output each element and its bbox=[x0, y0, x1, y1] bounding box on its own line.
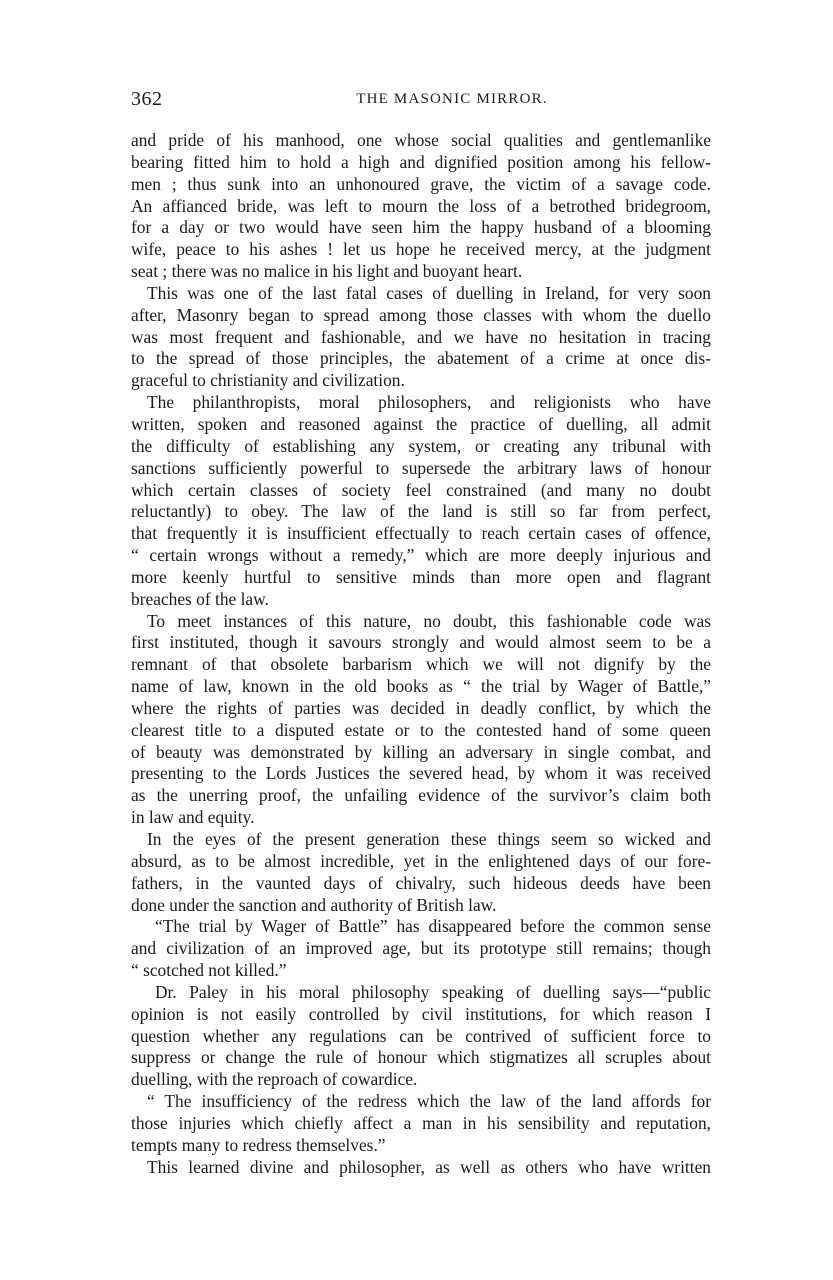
text-line: first instituted, though it savours strongly and would almost seem to be a bbox=[131, 632, 711, 653]
text-line: opinion is not easily controlled by civil institutions, for which reason I bbox=[131, 1003, 711, 1024]
text-line: those injuries which chiefly affect a man in his sensibility and reputation, bbox=[131, 1112, 711, 1133]
text-line: This was one of the last fatal cases of duelling in Ireland, for very soon bbox=[147, 282, 711, 303]
text-line: duelling, with the reproach of cowardice. bbox=[131, 1069, 418, 1090]
text-line: graceful to christianity and civilization. bbox=[131, 370, 405, 391]
text-line: “ The insufficiency of the redress which the law of the land affords for bbox=[147, 1091, 711, 1112]
text-line: fathers, in the vaunted days of chivalry, such hideous deeds have been bbox=[131, 872, 711, 893]
text-line: the difficulty of establishing any system, or creating any tribunal with bbox=[131, 435, 711, 456]
text-line: written, spoken and reasoned against the practice of duelling, all admit bbox=[131, 413, 711, 434]
body-text bbox=[131, 130, 711, 1179]
text-line: suppress or change the rule of honour which stigmatizes all scruples about bbox=[131, 1047, 711, 1068]
text-line: “The trial by Wager of Battle” has disappeared before the common sense bbox=[155, 916, 711, 937]
text-line: In the eyes of the present generation these things seem so wicked and bbox=[147, 829, 711, 849]
running-head bbox=[131, 88, 721, 112]
text-line: presenting to the Lords Justices the severed head, by whom it was received bbox=[131, 763, 711, 784]
text-line: and civilization of an improved age, but its prototype still remains; though bbox=[131, 938, 711, 959]
text-line: absurd, as to be almost incredible, yet in the enlightened days of our fore- bbox=[131, 850, 711, 871]
text-line: breaches of the law. bbox=[131, 588, 269, 609]
text-line: An affianced bride, was left to mourn the loss of a betrothed bridegroom, bbox=[131, 195, 711, 216]
page-number: 362 bbox=[131, 88, 163, 110]
text-line: reluctantly) to obey. The law of the land is still so far from perfect, bbox=[131, 501, 711, 522]
text-line: and pride of his manhood, one whose social qualities and gentlemanlike bbox=[131, 130, 711, 150]
text-line: Dr. Paley in his moral philosophy speaking of duelling says—“public bbox=[155, 981, 711, 1002]
text-line: men ; thus sunk into an unhonoured grave, the victim of a savage code. bbox=[131, 173, 711, 194]
text-line: as the unerring proof, the unfailing evidence of the survivor’s claim both bbox=[131, 785, 711, 806]
text-line: seat ; there was no malice in his light and buoyant heart. bbox=[131, 261, 523, 282]
text-line: name of law, known in the old books as “ the trial by Wager of Battle,” bbox=[131, 676, 711, 697]
text-line: tempts many to redress themselves.” bbox=[131, 1134, 386, 1155]
text-line: that frequently it is insufficient effectually to reach certain cases of offence, bbox=[131, 523, 711, 544]
text-line: after, Masonry began to spread among those classes with whom the duello bbox=[131, 304, 711, 325]
text-line: remnant of that obsolete barbarism which we will not dignify by the bbox=[131, 654, 711, 675]
text-line: “ scotched not killed.” bbox=[131, 960, 287, 981]
text-line: of beauty was demonstrated by killing an adversary in single combat, and bbox=[131, 741, 711, 762]
text-line: The philanthropists, moral philosophers, and religionists who have bbox=[147, 392, 711, 413]
text-line: This learned divine and philosopher, as well as others who have written bbox=[147, 1156, 711, 1177]
text-line: wife, peace to his ashes ! let us hope he received mercy, at the judgment bbox=[131, 239, 711, 260]
text-line: done under the sanction and authority of British law. bbox=[131, 894, 497, 915]
text-line: which certain classes of society feel constrained (and many no doubt bbox=[131, 479, 711, 500]
text-line: for a day or two would have seen him the happy husband of a blooming bbox=[131, 217, 711, 238]
text-line: question whether any regulations can be contrived of sufficient force to bbox=[131, 1025, 711, 1046]
text-line: clearest title to a disputed estate or to the contested hand of some queen bbox=[131, 719, 711, 740]
text-line: more keenly hurtful to sensitive minds than more open and flagrant bbox=[131, 566, 711, 587]
text-line: sanctions sufficiently powerful to supersede the arbitrary laws of honour bbox=[131, 457, 711, 478]
text-line: was most frequent and fashionable, and we have no hesitation in tracing bbox=[131, 326, 711, 347]
text-line: to the spread of those principles, the abatement of a crime at once dis- bbox=[131, 348, 711, 369]
text-line: in law and equity. bbox=[131, 807, 255, 828]
text-line: bearing fitted him to hold a high and dignified position among his fellow- bbox=[131, 151, 711, 172]
running-title: THE MASONIC MIRROR. bbox=[356, 91, 548, 107]
text-line: To meet instances of this nature, no doubt, this fashionable code was bbox=[147, 610, 711, 631]
text-line: where the rights of parties was decided in deadly conflict, by which the bbox=[131, 697, 711, 718]
text-line: “ certain wrongs without a remedy,” which are more deeply injurious and bbox=[131, 545, 711, 566]
